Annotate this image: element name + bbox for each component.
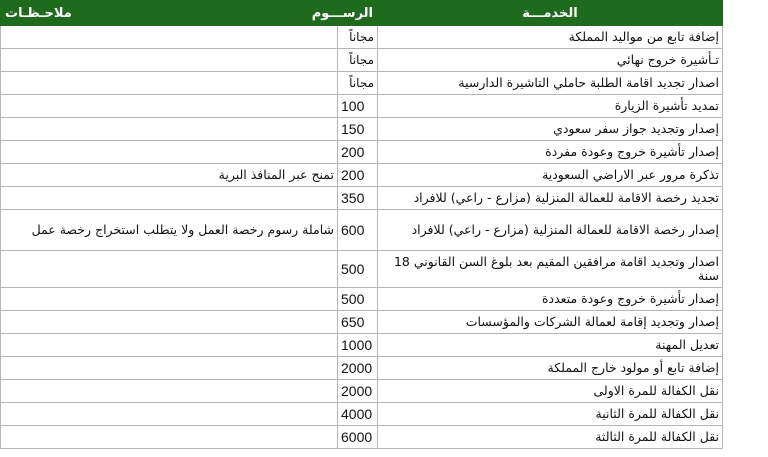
notes-cell <box>1 251 338 288</box>
notes-cell <box>1 357 338 380</box>
service-cell: نقل الكفالة للمرة الثانية <box>378 403 723 426</box>
notes-cell <box>1 26 338 49</box>
fee-cell: مجاناً <box>338 72 378 95</box>
service-cell: تذكرة مرور عبر الاراضي السعودية <box>378 164 723 187</box>
table-row <box>1 380 723 403</box>
notes-column-header: ملاحـظـات <box>1 1 338 26</box>
fee-cell: 500 <box>338 288 378 311</box>
service-cell: إصدار وتجديد جواز سفر سعودي <box>378 118 723 141</box>
service-cell: إصدار تأشيرة خروج وعودة مفردة <box>378 141 723 164</box>
fee-cell: 200 <box>338 164 378 187</box>
notes-cell <box>1 403 338 426</box>
table-row <box>1 357 723 380</box>
fee-cell: 150 <box>338 118 378 141</box>
fee-cell: 100 <box>338 95 378 118</box>
fee-cell: 350 <box>338 187 378 210</box>
table-row <box>1 49 723 72</box>
fee-cell: 500 <box>338 251 378 288</box>
header-row <box>1 1 723 26</box>
fee-cell: 200 <box>338 141 378 164</box>
table-row <box>1 141 723 164</box>
fee-cell: 2000 <box>338 357 378 380</box>
service-cell: إضافة تابع أو مولود خارج المملكة <box>378 357 723 380</box>
notes-cell <box>1 141 338 164</box>
table-row <box>1 72 723 95</box>
fee-cell: مجاناً <box>338 49 378 72</box>
service-cell: إصدار وتجديد إقامة لعمالة الشركات والمؤسسات <box>378 311 723 334</box>
notes-cell <box>1 288 338 311</box>
service-cell: اصدار وتجديد اقامة مرافقين المقيم بعد بلوغ السن القانوني 18 سنة <box>378 251 723 288</box>
table-row <box>1 311 723 334</box>
notes-cell <box>1 311 338 334</box>
fee-cell: مجاناً <box>338 26 378 49</box>
notes-cell <box>1 426 338 449</box>
table-row <box>1 164 723 187</box>
fees-table-body <box>1 26 723 449</box>
service-cell: نقل الكفالة للمرة الثالثة <box>378 426 723 449</box>
fee-cell: 650 <box>338 311 378 334</box>
service-cell: تجديد رخصة الاقامة للعمالة المنزلية (مزارع - راعي) للافراد <box>378 187 723 210</box>
table-row <box>1 251 723 288</box>
notes-cell <box>1 334 338 357</box>
service-cell: تـأشيرة خروج نهائي <box>378 49 723 72</box>
fee-cell: 6000 <box>338 426 378 449</box>
fee-cell: 1000 <box>338 334 378 357</box>
service-cell: تعديل المهنة <box>378 334 723 357</box>
notes-cell <box>1 118 338 141</box>
notes-cell: تمنح عبر المنافذ البرية <box>1 164 338 187</box>
service-cell: اصدار تجديد اقامة الطلبة حاملي التاشيرة الدارسية <box>378 72 723 95</box>
service-cell: تمديد تأشيرة الزيارة <box>378 95 723 118</box>
fee-cell: 2000 <box>338 380 378 403</box>
table-row <box>1 288 723 311</box>
notes-cell: شاملة رسوم رخصة العمل ولا يتطلب استخراج رخصة عمل <box>1 210 338 251</box>
notes-cell <box>1 95 338 118</box>
table-row <box>1 95 723 118</box>
notes-cell <box>1 72 338 95</box>
service-cell: إصدار رخصة الاقامة للعمالة المنزلية (مزارع - راعي) للافراد <box>378 210 723 251</box>
notes-cell <box>1 49 338 72</box>
notes-cell <box>1 380 338 403</box>
table-row <box>1 118 723 141</box>
fee-cell: 600 <box>338 210 378 251</box>
fee-column-header: الرســـوم <box>338 1 378 26</box>
service-cell: إضافة تابع من مواليد المملكة <box>378 26 723 49</box>
table-row <box>1 210 723 251</box>
service-cell: إصدار تأشيرة خروج وعودة متعددة <box>378 288 723 311</box>
fee-cell: 4000 <box>338 403 378 426</box>
service-column-header: الخدمـــة <box>378 1 723 26</box>
service-cell: نقل الكفالة للمرة الاولى <box>378 380 723 403</box>
table-row <box>1 187 723 210</box>
table-row <box>1 426 723 449</box>
table-row <box>1 403 723 426</box>
table-row <box>1 26 723 49</box>
notes-cell <box>1 187 338 210</box>
table-row <box>1 334 723 357</box>
